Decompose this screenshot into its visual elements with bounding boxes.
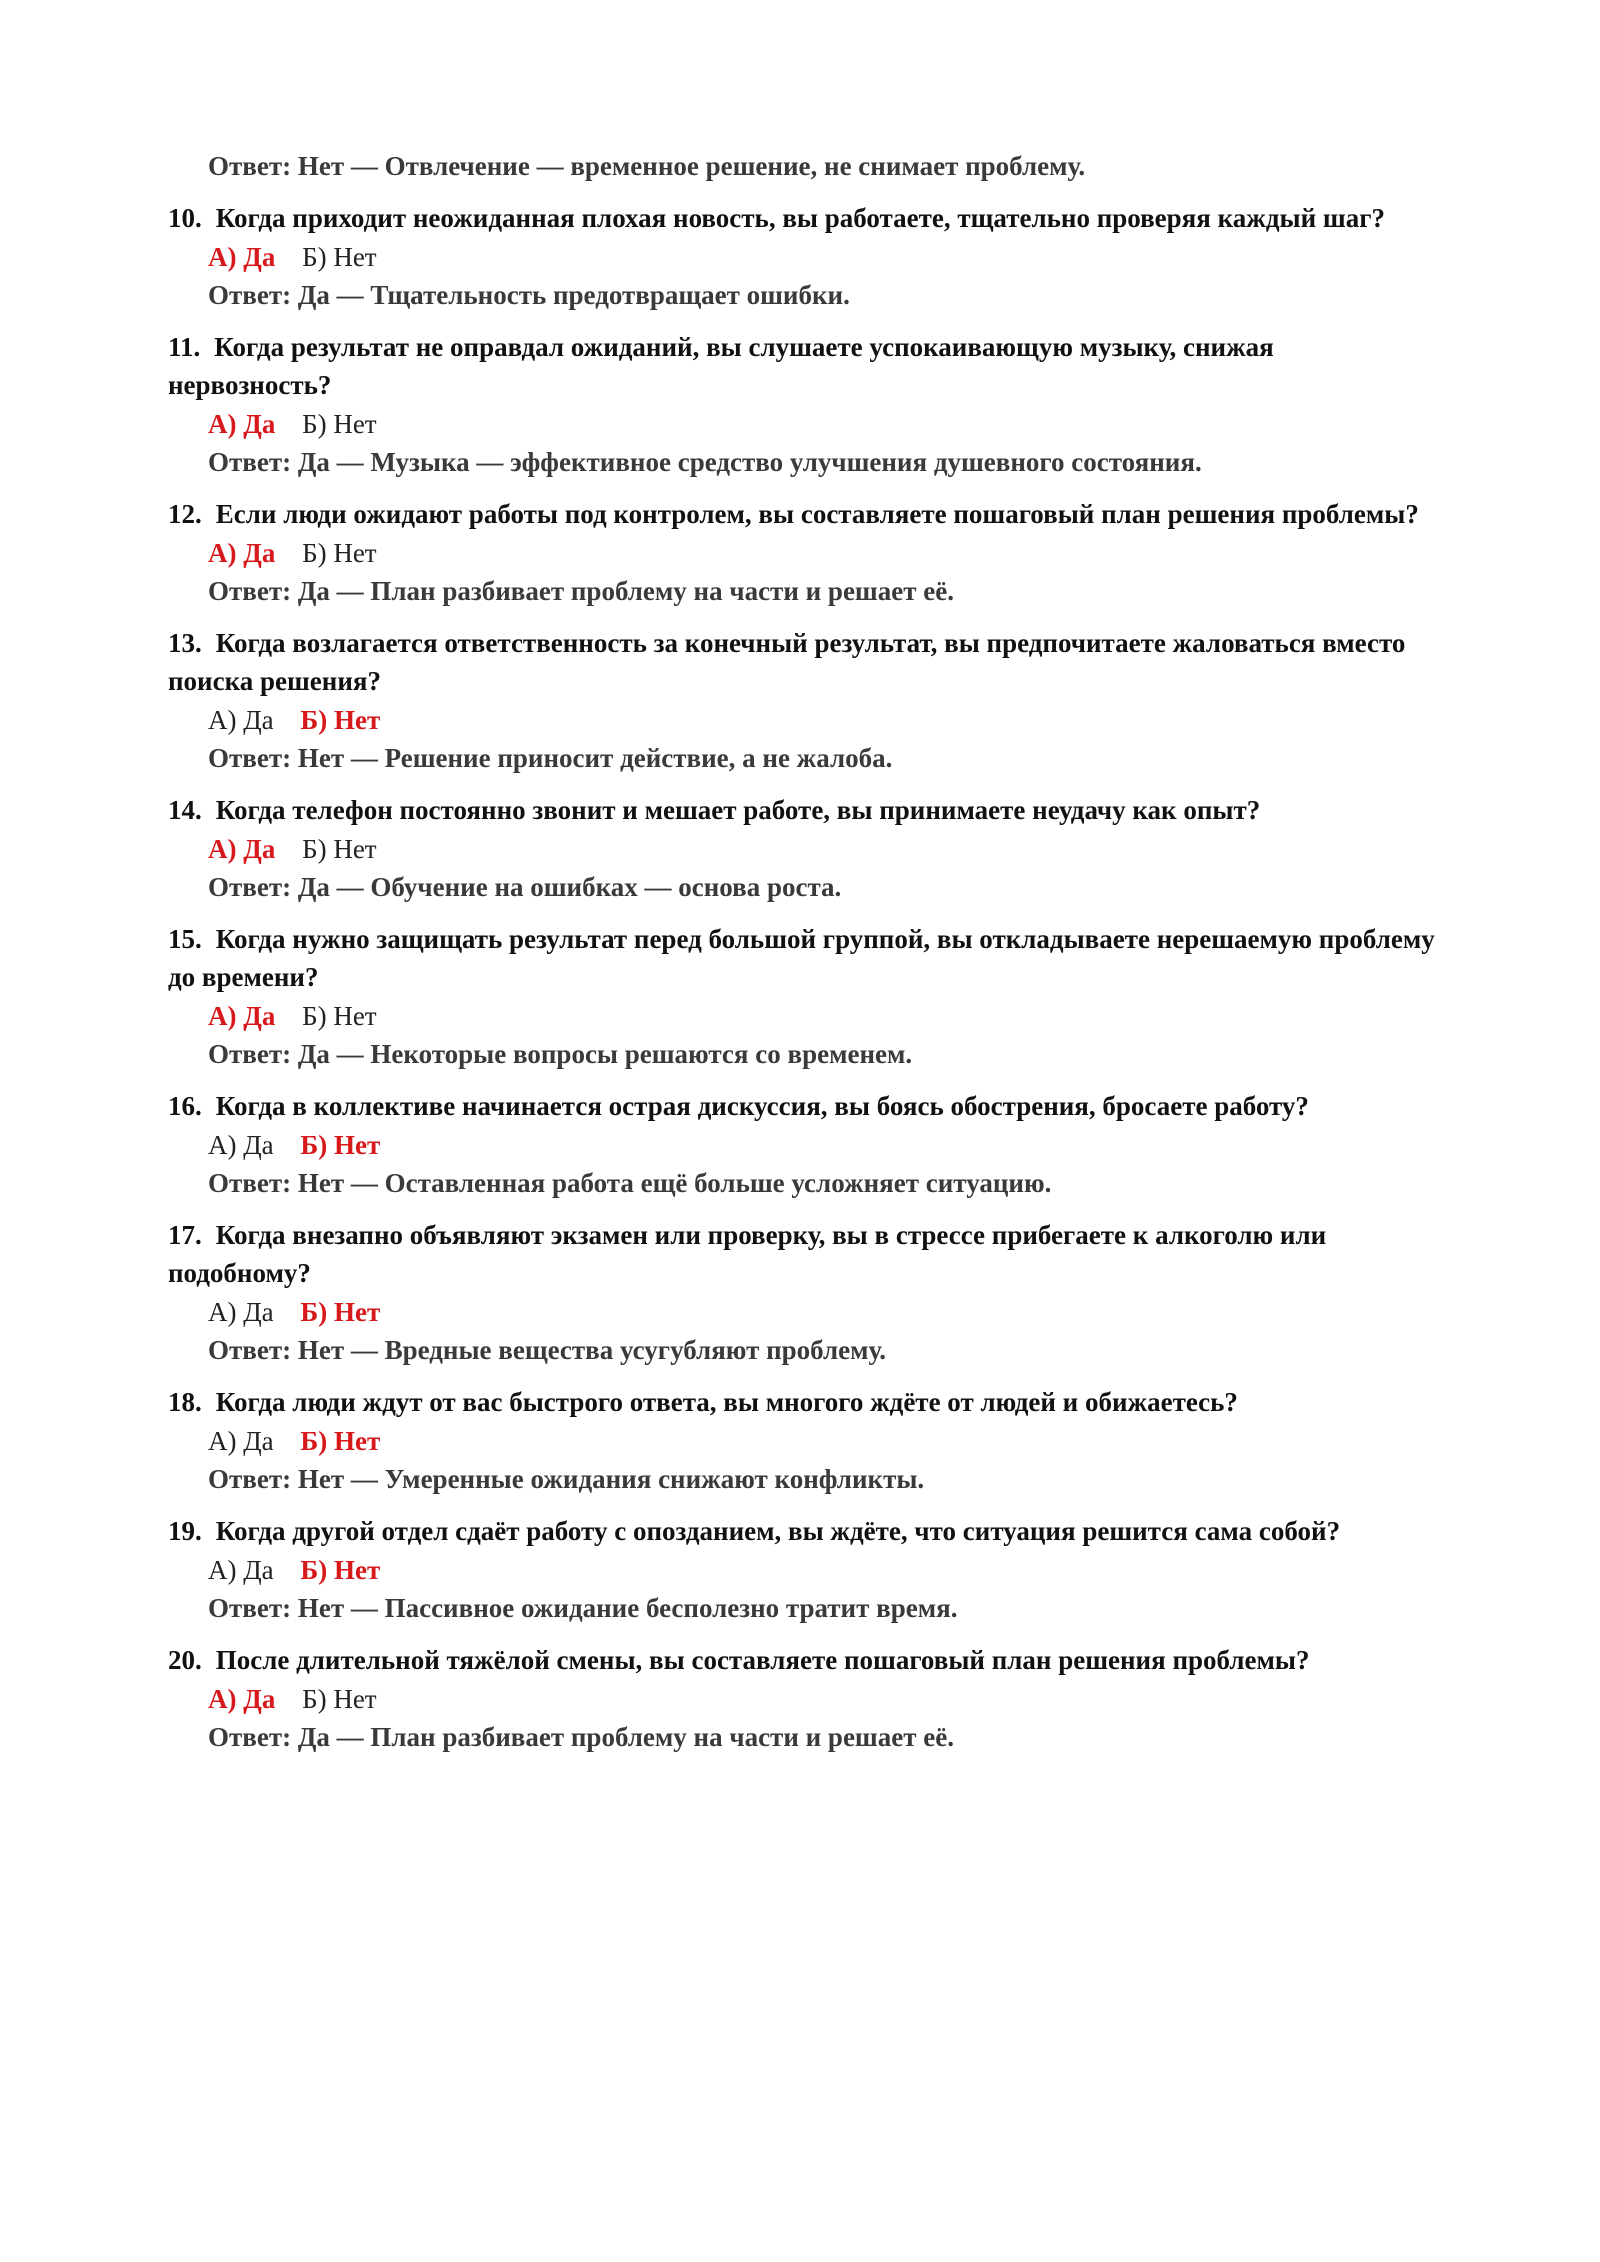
options-row [208, 1125, 1440, 1165]
question-text [168, 791, 1440, 829]
question-text [168, 1641, 1440, 1679]
question-number: 14. [168, 795, 202, 825]
question-text [168, 1512, 1440, 1550]
option-a: А) Да [208, 1426, 274, 1456]
question-item [168, 1383, 1440, 1497]
options-row [208, 829, 1440, 869]
question-number: 10. [168, 203, 202, 233]
option-a: А) Да [208, 834, 276, 864]
option-b: Б) Нет [300, 1426, 381, 1456]
answer-line: Ответ: Нет — Вредные вещества усугубляют проблему. [208, 1335, 887, 1365]
option-a: А) Да [208, 538, 276, 568]
question-body: Когда возлагается ответственность за конечный результат, вы предпочитаете жаловаться вместо поиска решения? [168, 628, 1406, 696]
question-text [168, 920, 1440, 996]
option-a: А) Да [208, 1130, 274, 1160]
option-a: А) Да [208, 705, 274, 735]
question-body: Когда внезапно объявляют экзамен или проверку, вы в стрессе прибегаете к алкоголю или подобному? [168, 1220, 1327, 1288]
question-text [168, 624, 1440, 700]
question-item [168, 1512, 1440, 1626]
question-number: 11. [168, 332, 201, 362]
answer-line: Ответ: Нет — Решение приносит действие, а не жалоба. [208, 743, 893, 773]
options-row [208, 237, 1440, 277]
question-body: Когда люди ждут от вас быстрого ответа, вы многого ждёте от людей и обижаетесь? [215, 1387, 1238, 1417]
question-text [168, 328, 1440, 404]
question-item [168, 495, 1440, 609]
question-item [168, 920, 1440, 1072]
answer-line: Ответ: Да — Тщательность предотвращает ошибки. [208, 280, 850, 310]
option-a: А) Да [208, 242, 276, 272]
options-row [208, 404, 1440, 444]
question-text [168, 1216, 1440, 1292]
question-number: 19. [168, 1516, 202, 1546]
question-number: 12. [168, 499, 202, 529]
option-b: Б) Нет [300, 1130, 381, 1160]
options-row [208, 996, 1440, 1036]
question-body: Когда другой отдел сдаёт работу с опозданием, вы ждёте, что ситуация решится сама собой? [215, 1516, 1341, 1546]
answer-line: Ответ: Да — Обучение на ошибках — основа роста. [208, 872, 842, 902]
question-body: Когда приходит неожиданная плохая новость, вы работаете, тщательно проверяя каждый шаг? [215, 203, 1385, 233]
options-row [208, 1421, 1440, 1461]
question-body: После длительной тяжёлой смены, вы составляете пошаговый план решения проблемы? [215, 1645, 1310, 1675]
question-number: 13. [168, 628, 202, 658]
answer-line: Ответ: Нет — Умеренные ожидания снижают конфликты. [208, 1464, 925, 1494]
option-b: Б) Нет [302, 242, 377, 272]
answer-line: Ответ: Да — Музыка — эффективное средство улучшения душевного состояния. [208, 447, 1202, 477]
answer-line: Ответ: Да — План разбивает проблему на части и решает её. [208, 576, 954, 606]
question-text [168, 199, 1440, 237]
option-b: Б) Нет [300, 1555, 381, 1585]
option-b: Б) Нет [302, 538, 377, 568]
option-a: А) Да [208, 1297, 274, 1327]
answer-line: Ответ: Да — Некоторые вопросы решаются со временем. [208, 1039, 913, 1069]
option-b: Б) Нет [302, 1001, 377, 1031]
question-text [168, 495, 1440, 533]
question-item [168, 1087, 1440, 1201]
option-b: Б) Нет [302, 1684, 377, 1714]
question-number: 16. [168, 1091, 202, 1121]
option-a: А) Да [208, 1001, 276, 1031]
answer-line: Ответ: Нет — Оставленная работа ещё больше усложняет ситуацию. [208, 1168, 1052, 1198]
question-body: Если люди ожидают работы под контролем, вы составляете пошаговый план решения проблемы? [215, 499, 1419, 529]
question-item [168, 1641, 1440, 1755]
question-body: Когда результат не оправдал ожиданий, вы слушаете успокаивающую музыку, снижая нервозность? [168, 332, 1274, 400]
question-body: Когда в коллективе начинается острая дискуссия, вы боясь обострения, бросаете работу? [215, 1091, 1309, 1121]
question-item [168, 199, 1440, 313]
question-item [168, 624, 1440, 776]
answer-line: Ответ: Нет — Пассивное ожидание бесполезно тратит время. [208, 1593, 958, 1623]
question-text [168, 1087, 1440, 1125]
question-text [168, 1383, 1440, 1421]
question-number: 18. [168, 1387, 202, 1417]
question-number: 17. [168, 1220, 202, 1250]
options-row [208, 1550, 1440, 1590]
option-b: Б) Нет [302, 834, 377, 864]
answer-line: Ответ: Да — План разбивает проблему на части и решает её. [208, 1722, 954, 1752]
option-b: Б) Нет [300, 705, 381, 735]
option-a: А) Да [208, 1684, 276, 1714]
question-item [168, 328, 1440, 480]
options-row [208, 533, 1440, 573]
options-row [208, 700, 1440, 740]
question-body: Когда телефон постоянно звонит и мешает работе, вы принимаете неудачу как опыт? [215, 795, 1261, 825]
question-item [168, 791, 1440, 905]
options-row [208, 1292, 1440, 1332]
question-number: 20. [168, 1645, 202, 1675]
question-item [168, 1216, 1440, 1368]
answer-line: Ответ: Нет — Отвлечение — временное решение, не снимает проблему. [208, 151, 1086, 181]
options-row [208, 1679, 1440, 1719]
question-number: 15. [168, 924, 202, 954]
option-b: Б) Нет [300, 1297, 381, 1327]
option-a: А) Да [208, 1555, 274, 1585]
option-a: А) Да [208, 409, 276, 439]
question-body: Когда нужно защищать результат перед большой группой, вы откладываете нерешаемую проблему до времени? [168, 924, 1435, 992]
option-b: Б) Нет [302, 409, 377, 439]
